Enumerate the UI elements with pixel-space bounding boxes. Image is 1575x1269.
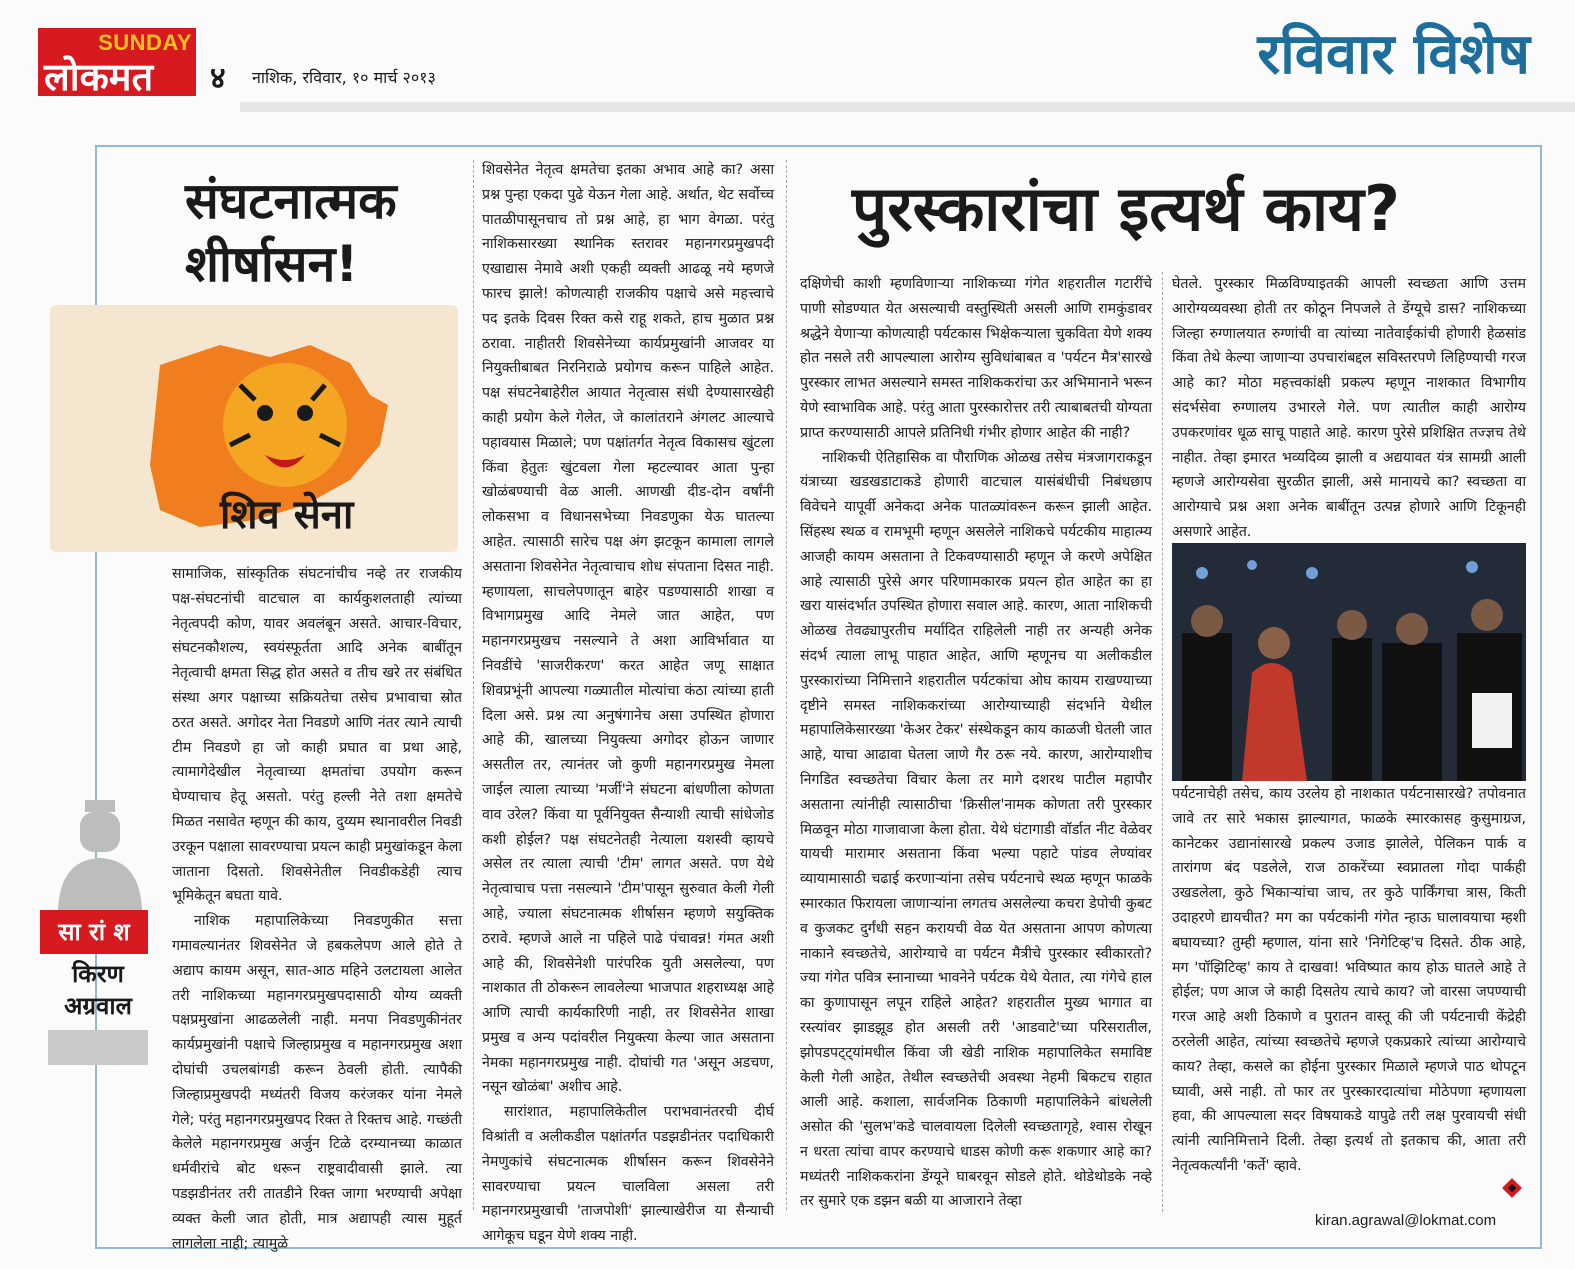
award-photo: [1172, 543, 1526, 781]
section-title: रविवार विशेष: [1257, 22, 1530, 87]
logo-lokmat-text: लोकमत: [44, 55, 154, 99]
article2-paragraph: नाशिकची ऐतिहासिक वा पौराणिक ओळख तसेच मंत्रजागराकडून यंत्राच्या खडखडाटाकडे होणारी वाटचाल यासंबंधीची निबंधछाप विवेचने यापूर्वी अनेकदा अनेक पातळ्यांवरून करून झाली आहेत. सिंहस्थ स्थळ व रामभूमी म्हणून असलेले नाशिकचे पर्यटकीय माहात्म्य आजही कायम असताना ते टिकवण्यासाठी म्हणून जे करणे अपेक्षित आहे त्यासाठी पुरेसे अगर परिणामकारक प्रयत्न होत आहेत का हा खरा यासंदर्भात उपस्थित होणारा सवाल आहे. कारण, आता नाशिकची ओळख तेवढ्यापुरतीच मर्यादित राहिलेली नाही तर अन्यही अनेक संदर्भ त्याला लाभू पाहात आहेत, आणि म्हणूनच या अलीकडील पुरस्कारांच्या निमित्ताने शहरातील पर्यटकांचा ओघ कायम राखण्याच्या दृष्टीने समस्त नाशिककरांच्या आरोग्याच्याही संदर्भाने येथील महापालिकेसारख्या 'केअर टेकर' संस्थेकडून काय काळजी घेतली जात आहे, याचा आढावा घेतला जाणे गैर ठरू नये. कारण, आरोग्याशीच निगडित स्वच्छतेचा विचार केला तर मागे दशरथ पाटील महापौर असताना त्यांनीही त्यासाठीचा 'क्रिसील'नामक कोणता तरी पुरस्कार मिळवून मोठा गाजावाजा केला होता. येथे घंटागाडी वॉर्डात नीट वेळेवर यायची मारामार असताना किंवा भल्या पहाटे पांडव लेण्यांवर व्यायामासाठी चढाई करणाऱ्यांना तसेच पर्यटनाचे स्थळ म्हणून फाळके स्मारकात फिरायला जाणाऱ्यांना लगतच असलेल्या कचरा डेपोची कुबट व कुजकट दुर्गंधी सहन करायची वेळ येत असताना आपण कोणत्या नाकाने स्वच्छतेचे, आरोग्याचे वा पर्यटन मैत्रीचे पुरस्कार स्वीकारतो? ज्या गंगेत पवित्र स्नानाच्या भावनेने पर्यटक येथे येतात, त्या गंगेचे हाल का कुणापासून लपून राहिले आहेत? शहरातील मुख्य भागात वा रस्त्यांवर झाडझूड होत असली तरी 'आडवाटे'च्या परिसरातील, झोपडपट्ट्यांमधील किंवा जी खेडी नाशिक महापालिकेत समाविष्ट केली गेली आहेत, तेथील स्वच्छतेची अवस्था नेहमी बिकटच राहात आली आहे. कशाला, सार्वजनिक ठिकाणी महापालिकेने बांधलेली असोत की 'सुलभ'कडे चालवायला दिलेली स्वच्छतागृहे, श्वास रोखून न धरता त्यांचा वापर करण्याचे धाडस कोणी करू शकणार आहे का? मध्यंतरी नाशिककरांना डेंग्यूने घाबरवून सोडले होते. थोडेथोडके नव्हे तर सुमारे एक डझन बळी या आजाराने तेव्हा: [800, 449, 1152, 1210]
author-bust-icon: [50, 800, 150, 910]
column-divider: [1162, 272, 1164, 1212]
author-email: kiran.agrawal@lokmat.com: [1315, 1212, 1497, 1229]
column-tag: सा रां श: [40, 910, 148, 954]
award-ceremony-image: [1172, 543, 1526, 781]
article1-headline: संघटनात्मक शीर्षासन!: [185, 172, 397, 293]
author-base: [48, 1030, 148, 1065]
page-number: ४: [210, 61, 226, 96]
shiv-sena-emblem: [50, 305, 458, 552]
column-divider: [473, 160, 475, 1210]
article2-paragraph: घेतले. पुरस्कार मिळविण्याइतकी आपली स्वच्छता आणि उत्तम आरोग्यव्यवस्था होती तर कोठून निपजले ते डेंग्यूचे डास? नाशिकच्या जिल्हा रुग्णालयात रुग्णांची वा त्यांच्या नातेवाईकांची होणारी हेळसांड किंवा तेथे केल्या जाणाऱ्या उपचारांबद्दल सविस्तरपणे लिहिण्याची गरज आहे का? मोठा महत्त्वकांक्षी प्रकल्प म्हणून नाशकात विभागीय संदर्भसेवा रुग्णालय उभारले गेले. पण त्यातील काही आरोग्य उपकरणांवर धूळ साचू पाहाते आहे. कारण पुरेसे प्रशिक्षित तज्ज्ञच तेथे नाहीत. तेव्हा इमारत भव्यदिव्य झाली व अद्ययावत यंत्र सामग्री आली म्हणजे आरोग्यसेवा सुरळीत झाली, असे मानायचे का? स्वच्छता वा आरोग्याचे प्रश्न अशा अनेक बाबींतून उत्पन्न होणारे आणि टिकूनही असणारे आहेत.: [1172, 276, 1526, 540]
lokmat-logo: [38, 28, 196, 99]
dateline: नाशिक, रविवार, १० मार्च २०१३: [252, 68, 436, 87]
article2-column-2-continued: [1172, 782, 1526, 1174]
emblem-text: शिव सेना: [220, 492, 354, 538]
article2-paragraph: दक्षिणेची काशी म्हणविणाऱ्या नाशिकच्या गंगेत शहरातील गटारींचे पाणी सोडण्यात येत असल्याची वस्तुस्थिती असली आणि रामकुंडावर श्रद्धेने येणाऱ्या कोणत्याही पर्यटकास भिक्षेकऱ्याला चुकविता येणे शक्य होत नसले तरी आपल्याला आरोग्य सुविधांबाबत व 'पर्यटन मैत्र'सारखे पुरस्कार लाभत असल्याने समस्त नाशिककरांचा ऊर अभिमानाने भरून येणे स्वाभाविक आहे. परंतु आता पुरस्कारोत्तर तरी त्याबाबतची योग्यता प्राप्त करण्यासाठी आपले प्रतिनिधी गंभीर होणार आहेत की नाही?: [800, 276, 1152, 441]
article2-paragraph: पर्यटनाचेही तसेच, काय उरलेय हो नाशकात पर्यटनासारखे? तपोवनात जावे तर सारे भकास झाल्यागत, फाळके स्मारकासह कुसुमाग्रज, कानेटकर उद्यानांसारखे प्रकल्प उजाड झालेले, पेलिकन पार्क व तारांगण बंद पडलेले, राज ठाकरेंच्या स्वप्नातला गोदा पार्कही उखडलेला, कुठे भिकाऱ्यांचा जाच, तर कुठे पार्किंगचा त्रास, किती उदाहरणे द्यायचीत? मग का पर्यटकांनी गंगेत न्हाऊ घालावयाचा म्हशी बघायच्या? तुम्ही म्हणाल, यांना सारे 'निगेटिव्ह'च दिसते. ठीक आहे, मग 'पॉझिटिव्ह' काय ते दाखवा! भविष्यात काय होऊ घातले आहे ते होईल; पण आज जे काही दिसतेय त्याचे काय? जो वारसा जपण्याची गरज आहे अशी ठिकाणे व पुरातन वास्तू की जी पर्यटनाची केंद्रेही ठरलेली आहेत, त्यांच्या स्वच्छतेचे म्हणजे एकप्रकारे त्यांच्या आरोग्याचे काय? तेव्हा, कसले का होईना पुरस्कार मिळाले म्हणजे पाठ थोपटून घ्यावी, असे नाही. तो फार तर पुरस्कारदात्यांचा मोठेपणा म्हणायला हवा, की आपल्याला सदर विषयाकडे यापुढे तरी लक्ष पुरवायची संधी त्यांनी त्यानिमित्ताने दिली. तेव्हा इत्यर्थ तो इतकाच की, आता तरी नेतृत्वकर्त्यांनी 'कर्ते' व्हावे.: [1172, 786, 1526, 1174]
article1-paragraph: सारांशात, महापालिकेतील पराभवानंतरची दीर्घ विश्रांती व अलीकडील पक्षांतर्गत पडझडीनंतर पदाधिकारी नेमणुकांचे संघटनात्मक शीर्षासन करून शिवसेनेने सावरण्याचा प्रयत्न चालविला असला तरी महानगरप्रमुखाची 'ताजपोशी' झाल्याखेरीज या सैन्याची आगेकूच घडून येणे शक्य नाही.: [482, 1104, 774, 1245]
article1-column-1: [172, 562, 462, 1252]
author-name: किरण अग्रवाल: [64, 960, 132, 1021]
column-divider: [786, 160, 788, 1210]
end-mark-icon: [1500, 1176, 1524, 1200]
article1-paragraph: शिवसेनेत नेतृत्व क्षमतेचा इतका अभाव आहे का? असा प्रश्न पुन्हा एकदा पुढे येऊन गेला आहे. अर्थात, थेट सर्वोच्च पातळीपासूनचाच तो प्रश्न आहे, हा भाग वेगळा. परंतु नाशिकसारख्या स्थानिक स्तरावर महानगरप्रमुखपदी एखाद्यास नेमावे अशी एकही व्यक्ती आढळू नये म्हणजे फारच झाले! कोणत्याही राजकीय पक्षाचे असे महत्त्वाचे पद इतके दिवस रिक्त कसे राहू शकते, हाच मुळात प्रश्न ठरावा. नाहीतरी शिवसेनेच्या कार्यप्रमुखांनी आजवर या नियुक्तीबाबत निरनिराळे प्रयोगच करून पाहिले आहेत. पक्ष संघटनेबाहेरील आयात नेतृत्वास संधी देण्यासारखेही काही प्रयोग केले गेलेत, जे कालांतराने अंगलट आल्याचे पहावयास मिळाले; पण पक्षांतर्गत नेतृत्व विकासच खुंटला किंवा हेतुतः खुंटवला गेला म्हटल्यावर आता पुन्हा खोळंबण्याची वेळ आली. आणखी दीड-दोन वर्षांनी लोकसभा व विधानसभेच्या निवडणुका येऊ घातल्या आहेत. त्यासाठी सारेच पक्ष अंग झटकून कामाला लागले असताना शिवसेनेत नेतृत्वाचाच शोध संपताना दिसत नाही. म्हणायला, साचलेपणातून बाहेर पडण्यासाठी शाखा व विभागप्रमुख आदि नेमले जात आहेत, पण महानगरप्रमुखच नसल्याने ते अशा आविर्भावात या निवडींचे 'साजरीकरण' करत आहेत जणू साक्षात शिवप्रभूंनी आपल्या गळ्यातील मोत्यांचा कंठा त्यांच्या हाती दिला असे. प्रश्न त्या अनुषंगानेच असा उपस्थित होणारा आहे की, खालच्या नियुक्त्या अगोदर होऊन जाणार असतील तर, त्यानंतर जो कुणी महानगरप्रमुख नेमला जाईल त्याला त्याच्या 'मर्जी'ने संघटना बांधणीला कोणता वाव उरेल? किंवा या पूर्वनियुक्त सैन्याशी त्याची सांधेजोड कशी होईल? पक्ष संघटनेतही नेत्याला यशस्वी व्हायचे असेल तर त्याला त्याची 'टीम' लागत असते. पण येथे नेतृत्वाचाच पत्ता नसल्याने 'टीम'पासून सुरुवात केली गेली आहे, ज्याला संघटनात्मक शीर्षासन म्हणणे सयुक्तिक ठरावे. म्हणजे आले ना पहिले पाढे पंचावन्न! गंमत अशी आहे की, शिवसेनेशी पारंपरिक युती असलेल्या, पण नाशकात ती ठोकरून लावलेल्या भाजपात शहराध्यक्ष आहे आणि त्याची कार्यकारिणी नाही, तर शिवसेनेत शाखा प्रमुख व अन्य पदांवरील नियुक्त्या केल्या जात असताना नेमका महानगरप्रमुख नाही. दोघांची गत 'असून अडचण, नसून खोळंबा' अशीच आहे.: [482, 162, 774, 1096]
article1-paragraph: सामाजिक, सांस्कृतिक संघटनांचीच नव्हे तर राजकीय पक्ष-संघटनांची वाटचाल वा कार्यकुशलताही त्यांच्या नेतृत्वपदी कोण, यावर अवलंबून असते. आचार-विचार, संघटनकौशल्य, स्वयंस्फूर्तता आदि अनेक बाबींतून नेतृत्वाची क्षमता सिद्ध होत असते व तीच खरे तर संबंधित संस्था अगर पक्षाच्या सक्रियतेचा तसेच प्रभावाचा स्रोत ठरत असते. अगोदर नेता निवडणे आणि नंतर त्याने त्याची टीम निवडणे हा जो काही प्रघात वा प्रथा आहे, त्यामागेदेखील नेतृत्वाच्या क्षमतांचा उपयोग करून घेण्याचाच हेतू असतो. परंतु हल्ली नेते तशा क्षमतेचे मिळत नसावेत म्हणून की काय, दुय्यम स्थानावरील निवडी उरकून पक्षाला सावरण्याचा प्रयत्न काही प्रमुखांकडून केला जाताना दिसतो. शिवसेनेतील निवडीकडेही त्याच भूमिकेतून बघता यावे.: [172, 566, 462, 905]
article2-headline: पुरस्कारांचा इत्यर्थ काय?: [852, 172, 1400, 245]
logo-sunday-text: SUNDAY: [98, 30, 192, 55]
masthead-rule: [240, 102, 1575, 112]
article1-paragraph: नाशिक महापालिकेच्या निवडणुकीत सत्ता गमावल्यानंतर शिवसेनेत जे हबकलेपण आले होते ते अद्याप कायम असून, सात-आठ महिने उलटायला आलेत तरी नाशिकच्या महानगरप्रमुखपदासाठी योग्य व्यक्ती पक्षप्रमुखांना आढळलेली नाही. मनपा निवडणुकीनंतर कार्यप्रमुखांनी पक्षाचे जिल्हाप्रमुख व महानगरप्रमुख अशा दोघांची उचलबांगडी करून ठेवली होती. त्यापैकी जिल्हाप्रमुखपदी मध्यंतरी विजय करंजकर यांना नेमले गेले; परंतु महानगरप्रमुखपद रिक्त ते रिक्तच आहे. गच्छंती केलेले महानगरप्रमुख अर्जुन टिळे दरम्यानच्या काळात धर्मवीरांचे बोट धरून राष्ट्रवादीवासी झाले. त्या पडझडीनंतर तरी तातडीने रिक्त जागा भरण्याची अपेक्षा व्यक्त केली जात होती, मात्र अद्यापही त्यास मुहूर्त लागलेला नाही; त्यामुळे: [172, 913, 462, 1252]
article2-column-2: [1172, 272, 1526, 538]
article1-column-2: [482, 158, 774, 1245]
article2-column-1: [800, 272, 1152, 1214]
